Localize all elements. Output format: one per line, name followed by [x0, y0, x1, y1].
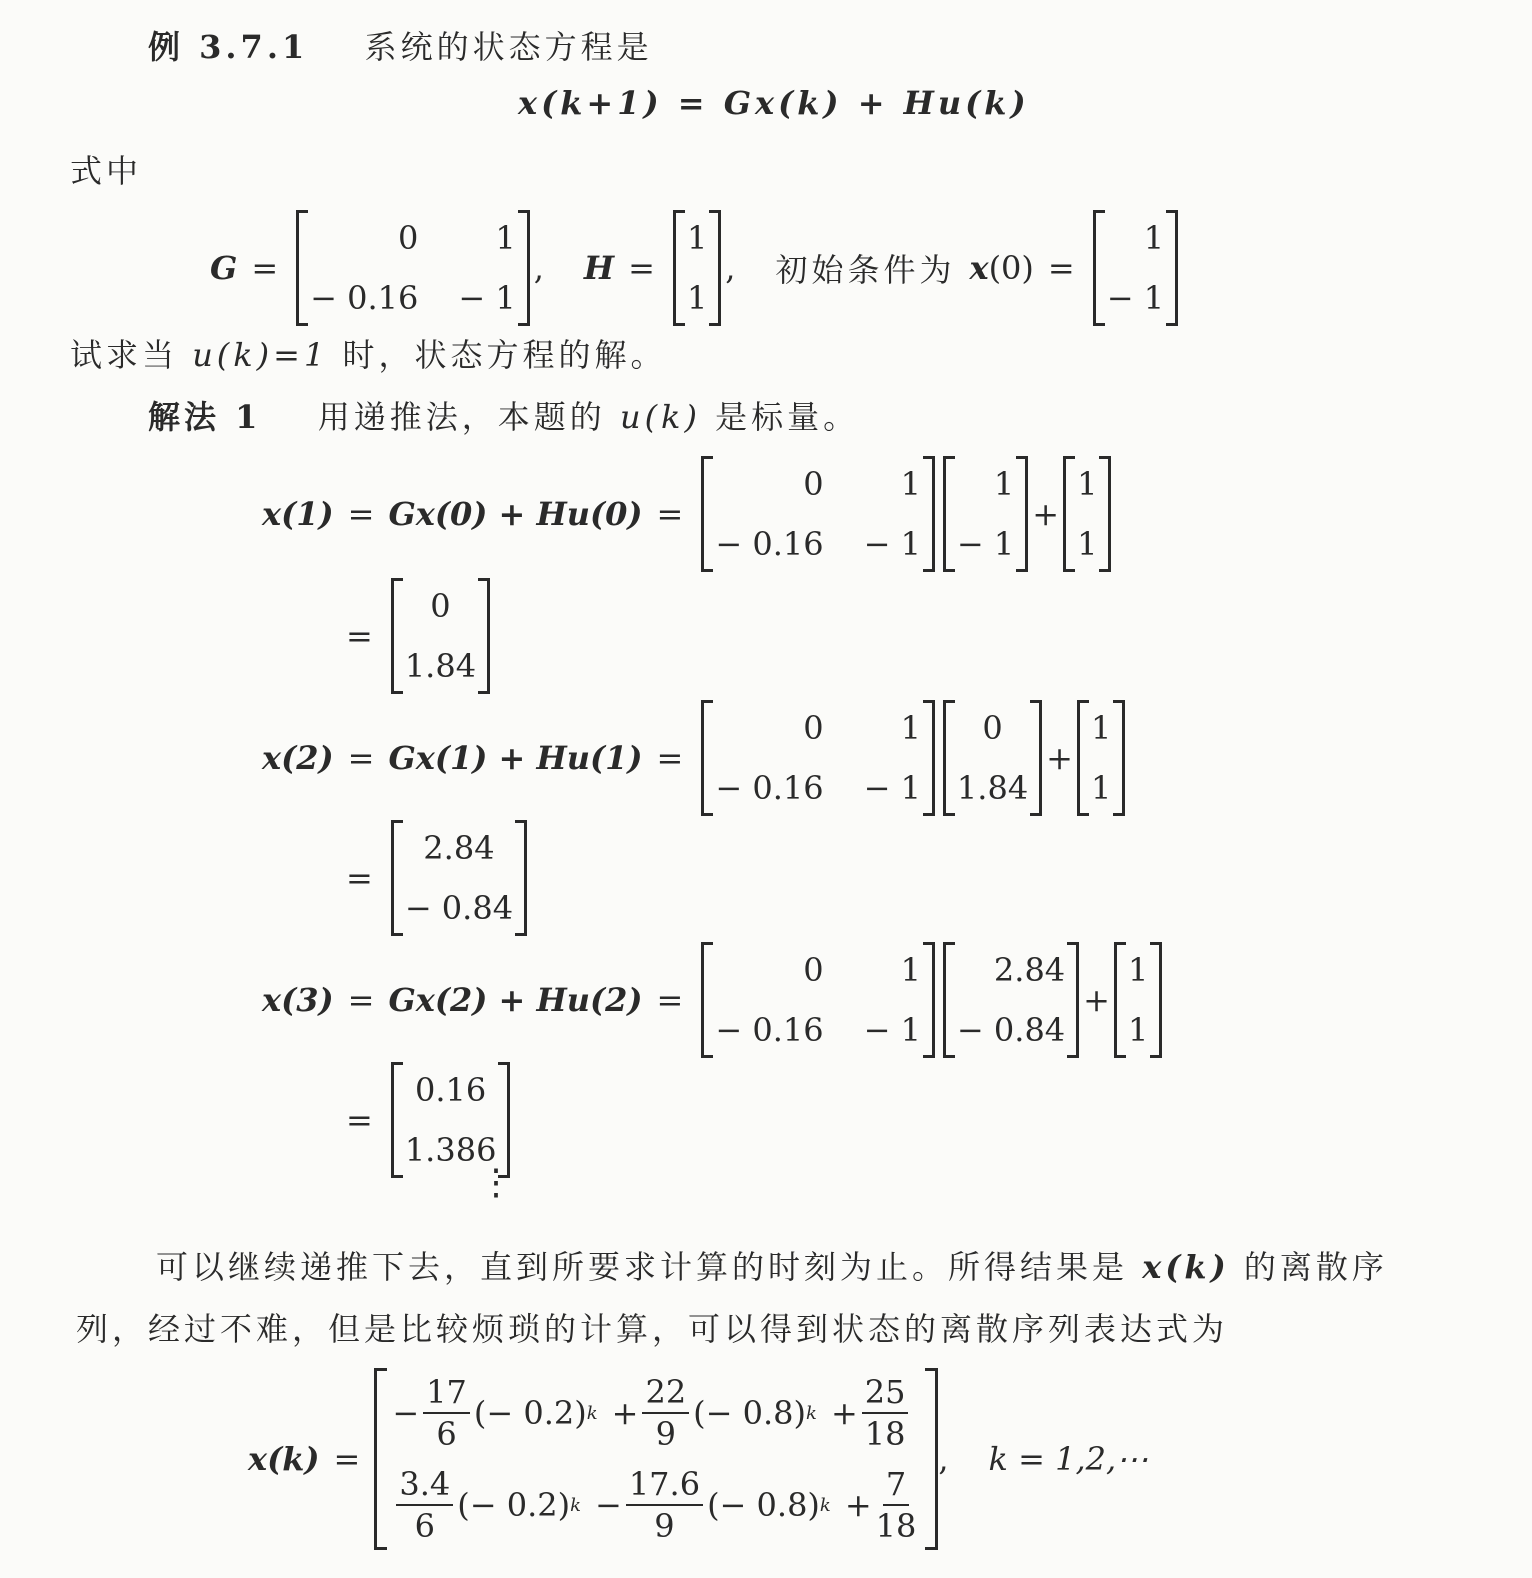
step-1-equation: x(1) = Gx(0) + Hu(0) = 0 1 − 0.16 − 1 1 − 1 + 1 1	[262, 456, 1115, 572]
paragraph-line-2: 列，经过不难，但是比较烦琐的计算，可以得到状态的离散序列表达式为	[76, 1310, 1229, 1348]
matrix-G: 0 1 − 0.16 − 1	[296, 210, 530, 326]
paragraph-line-1: 可以继续递推下去，直到所要求计算的时刻为止。所得结果是 x(k) 的离散序	[156, 1248, 1388, 1286]
example-number: 例 3.7.1	[148, 28, 309, 66]
step-3-x-prev: 2.84 − 0.84	[943, 942, 1079, 1058]
step-2-matrix-G: 0 1 − 0.16 − 1	[701, 700, 935, 816]
step-2-equation: x(2) = Gx(1) + Hu(1) = 0 1 − 0.16 − 1 0 1.84 + 1 1	[262, 700, 1129, 816]
step-3-matrix-H: 1 1	[1114, 942, 1162, 1058]
step-3-result-vector: 0.16 1.386	[391, 1062, 511, 1178]
step-3-result: = 0.16 1.386	[346, 1062, 514, 1178]
step-1-matrix-H: 1 1	[1063, 456, 1111, 572]
step-1-result-vector: 0 1.84	[391, 578, 490, 694]
step-2-x-prev: 0 1.84	[943, 700, 1042, 816]
where-label: 式中	[70, 152, 143, 190]
solution-intro: 解法 1 用递推法，本题的 u(k) 是标量。	[148, 398, 860, 436]
step-3-matrix-G: 0 1 − 0.16 − 1	[701, 942, 935, 1058]
final-row-2: $\frac{3.4}{6}$ (− 0.2) k − $\frac{17.6}{9}$ (− 0.8) k + $\frac{7}{18}$	[392, 1464, 920, 1546]
final-matrix	[374, 1368, 938, 1550]
k-range: k = 1,2,⋯	[988, 1440, 1149, 1478]
step-1-result: = 0 1.84	[346, 578, 494, 694]
matrix-H: 1 1	[673, 210, 721, 326]
step-1-matrix-G: 0 1 − 0.16 − 1	[701, 456, 935, 572]
state-equation: x(k+1) = Gx(k) + Hu(k)	[518, 84, 1030, 122]
example-title: 系统的状态方程是	[364, 28, 653, 66]
example-heading	[148, 22, 653, 68]
definitions-equation: G = 0 1 − 0.16 − 1 , H = 1 1 , 初始条件为 x (0) = 1 − 1	[210, 210, 1182, 326]
step-2-matrix-H: 1 1	[1077, 700, 1125, 816]
step-2-result-vector: 2.84 − 0.84	[391, 820, 527, 936]
vertical-ellipsis: ⋮	[478, 1162, 514, 1203]
step-2-result: = 2.84 − 0.84	[346, 820, 531, 936]
step-3-equation: x(3) = Gx(2) + Hu(2) = 0 1 − 0.16 − 1 2.84 − 0.84 + 1 1	[262, 942, 1166, 1058]
final-expression: x(k) = − $\frac{17}{6}$ (− 0.2) k + $\frac{22}{9}$ (− 0.8) k + $\frac{25}{18}$ $\frac{3.4}{6}$ (− 0.2) k − $\frac{17.6}{9}$ (− 0.8) k + $\frac{7}{18}$ , k = 1,2,⋯	[248, 1368, 1148, 1550]
initial-condition-label: 初始条件为	[775, 251, 956, 289]
solution-label: 解法 1	[148, 398, 262, 436]
final-row-1: − $\frac{17}{6}$ (− 0.2) k + $\frac{22}{9}$ (− 0.8) k + $\frac{25}{18}$	[392, 1372, 920, 1454]
question-text: 试求当 u(k)=1 时，状态方程的解。	[70, 336, 667, 374]
matrix-x0: 1 − 1	[1093, 210, 1178, 326]
step-1-x-prev: 1 − 1	[943, 456, 1028, 572]
